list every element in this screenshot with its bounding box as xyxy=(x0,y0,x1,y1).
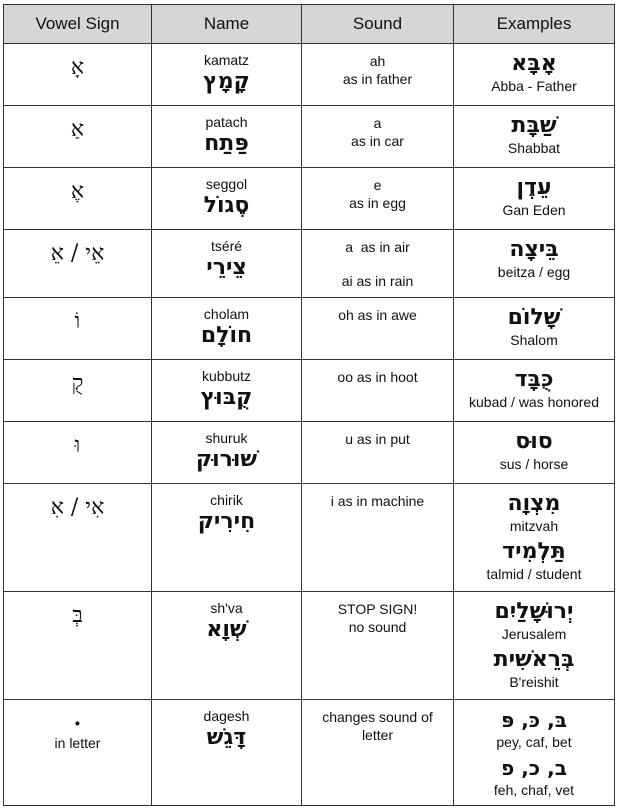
examples-cell xyxy=(454,700,615,806)
vowel-sign: אַ xyxy=(70,117,85,142)
table-row xyxy=(4,422,615,484)
vowel-name: shuruk xyxy=(205,430,248,446)
examples-cell xyxy=(454,298,615,360)
example-hebrew: שַׁבָּת xyxy=(511,113,557,138)
vowel-table xyxy=(3,4,615,806)
vowel-name: seggol xyxy=(205,176,248,192)
table-row xyxy=(4,168,615,230)
vowel-sign: אִי / אִ xyxy=(50,495,105,520)
name-cell xyxy=(152,360,302,422)
example-translation: Abba - Father xyxy=(491,78,577,94)
sound-cell xyxy=(302,168,454,230)
name-cell xyxy=(152,298,302,360)
table-row xyxy=(4,592,615,700)
sound-cell xyxy=(302,44,454,106)
name-cell xyxy=(152,106,302,168)
name-cell xyxy=(152,422,302,484)
example-translation: sus / horse xyxy=(499,456,569,472)
examples-cell xyxy=(454,106,615,168)
name-cell xyxy=(152,230,302,298)
example-hebrew: תַּלְמִיד xyxy=(502,539,566,564)
example-translation: talmid / student xyxy=(486,566,582,582)
vowel-name-hebrew: קֻבּוּץ xyxy=(200,385,253,410)
sound-line: no sound xyxy=(348,619,407,635)
sound-cell xyxy=(302,298,454,360)
vowel-name-hebrew: שְׁוָא xyxy=(206,617,247,642)
examples-cell xyxy=(454,230,615,298)
vowel-name-hebrew: חִירִיק xyxy=(197,509,256,534)
name-cell xyxy=(152,44,302,106)
sound-line: oh as in awe xyxy=(338,307,417,323)
vowel-name: sh'va xyxy=(210,600,243,616)
examples-cell xyxy=(454,422,615,484)
sound-line: as in egg xyxy=(349,195,406,211)
vowel-sign-cell xyxy=(4,700,152,806)
vowel-name: chirik xyxy=(210,492,243,508)
example-translation: Jerusalem xyxy=(501,626,567,642)
vowel-name-hebrew: צֵירֵי xyxy=(206,255,247,280)
example-hebrew: עֵדֶן xyxy=(516,175,552,200)
vowel-name: cholam xyxy=(203,306,250,322)
vowel-name-hebrew: דָּגֵשׁ xyxy=(206,725,247,750)
header-sound: Sound xyxy=(302,5,454,44)
vowel-sign: אֵי / אֵ xyxy=(50,241,105,266)
vowel-name-hebrew: פַּתַח xyxy=(204,131,249,156)
example-translation: Shalom xyxy=(510,332,558,348)
example-translation: pey, caf, bet xyxy=(496,734,572,750)
sound-line: as in father xyxy=(342,71,413,87)
vowel-sign-cell xyxy=(4,44,152,106)
vowel-sign-cell xyxy=(4,230,152,298)
example-hebrew: בֵּיצָה xyxy=(509,237,559,262)
example-translation: Gan Eden xyxy=(502,202,566,218)
example-hebrew: מִצְוָה xyxy=(507,491,561,516)
header-examples: Examples xyxy=(454,5,615,44)
examples-cell xyxy=(454,44,615,106)
example-hebrew: שָׁלוֹם xyxy=(507,305,561,330)
vowel-name: kamatz xyxy=(203,52,250,68)
example-translation: feh, chaf, vet xyxy=(493,782,575,798)
sound-cell xyxy=(302,106,454,168)
header-row xyxy=(4,5,615,44)
sound-line: as in car xyxy=(351,133,404,149)
example-translation: B'reishit xyxy=(509,674,559,690)
vowel-sign-note: in letter xyxy=(54,735,101,751)
table-row xyxy=(4,298,615,360)
table-row xyxy=(4,360,615,422)
name-cell xyxy=(152,168,302,230)
sound-line: u as in put xyxy=(345,431,410,447)
vowel-name-hebrew: שׁוּרוּק xyxy=(195,447,258,472)
sound-cell xyxy=(302,230,454,298)
sound-line: STOP SIGN! xyxy=(337,601,418,617)
sound-cell xyxy=(302,360,454,422)
sound-cell xyxy=(302,700,454,806)
vowel-name-hebrew: סֶגוֹל xyxy=(203,193,250,218)
vowel-name: dagesh xyxy=(203,708,250,724)
table-row xyxy=(4,230,615,298)
vowel-name: tséré xyxy=(210,238,243,254)
sound-cell xyxy=(302,484,454,592)
sound-line: oo as in hoot xyxy=(337,369,418,385)
header-vowel-sign: Vowel Sign xyxy=(4,5,152,44)
example-hebrew: בּ, כּ, פּ xyxy=(501,708,567,732)
examples-cell xyxy=(454,360,615,422)
name-cell xyxy=(152,484,302,592)
vowel-sign: וּ xyxy=(74,433,81,458)
vowel-sign: אֶ xyxy=(70,179,85,204)
vowel-sign-cell xyxy=(4,422,152,484)
vowel-name-hebrew: חוֹלָם xyxy=(200,323,253,348)
vowel-sign: קֻ xyxy=(71,371,84,396)
table-row xyxy=(4,700,615,806)
example-hebrew: כֻּבָּד xyxy=(514,367,554,392)
sound-line: i as in machine xyxy=(330,493,425,509)
example-hebrew: אָבָּא xyxy=(511,51,557,76)
vowel-sign-cell xyxy=(4,106,152,168)
vowel-name: kubbutz xyxy=(201,368,252,384)
vowel-sign-cell xyxy=(4,360,152,422)
sound-cell xyxy=(302,422,454,484)
vowel-sign: וֹ xyxy=(74,309,81,334)
example-translation: mitzvah xyxy=(509,518,559,534)
vowel-sign-cell xyxy=(4,168,152,230)
example-hebrew: בְּרֵאשִׁית xyxy=(493,647,575,672)
sound-line: a xyxy=(373,115,382,131)
sound-line-extra: ai as in rain xyxy=(341,273,414,289)
example-translation: Shabbat xyxy=(507,140,561,156)
example-hebrew: סוּס xyxy=(515,429,553,454)
sound-line: letter xyxy=(361,727,394,743)
example-hebrew: יְרוּשָׁלַיִם xyxy=(494,599,574,624)
example-translation: beitza / egg xyxy=(497,264,571,280)
vowel-name: patach xyxy=(205,114,248,130)
examples-cell xyxy=(454,592,615,700)
example-hebrew: ב, כ, פ xyxy=(501,756,567,780)
table-row xyxy=(4,106,615,168)
vowel-sign: אָ xyxy=(70,55,85,80)
example-translation: kubad / was honored xyxy=(469,394,599,410)
name-cell xyxy=(152,700,302,806)
table-row xyxy=(4,484,615,592)
sound-line: changes sound of xyxy=(322,709,433,725)
vowel-sign-cell xyxy=(4,484,152,592)
vowel-sign: בְּ xyxy=(72,603,83,628)
sound-cell xyxy=(302,592,454,700)
sound-line: e xyxy=(373,177,382,193)
sound-line: a as in air xyxy=(345,239,410,255)
vowel-sign-cell xyxy=(4,592,152,700)
name-cell xyxy=(152,592,302,700)
header-name: Name xyxy=(152,5,302,44)
vowel-name-hebrew: קָמָץ xyxy=(203,69,250,94)
examples-cell xyxy=(454,168,615,230)
vowel-sign-cell xyxy=(4,298,152,360)
examples-cell xyxy=(454,484,615,592)
table-row xyxy=(4,44,615,106)
sound-line: ah xyxy=(369,53,386,69)
vowel-sign: · xyxy=(73,711,82,737)
